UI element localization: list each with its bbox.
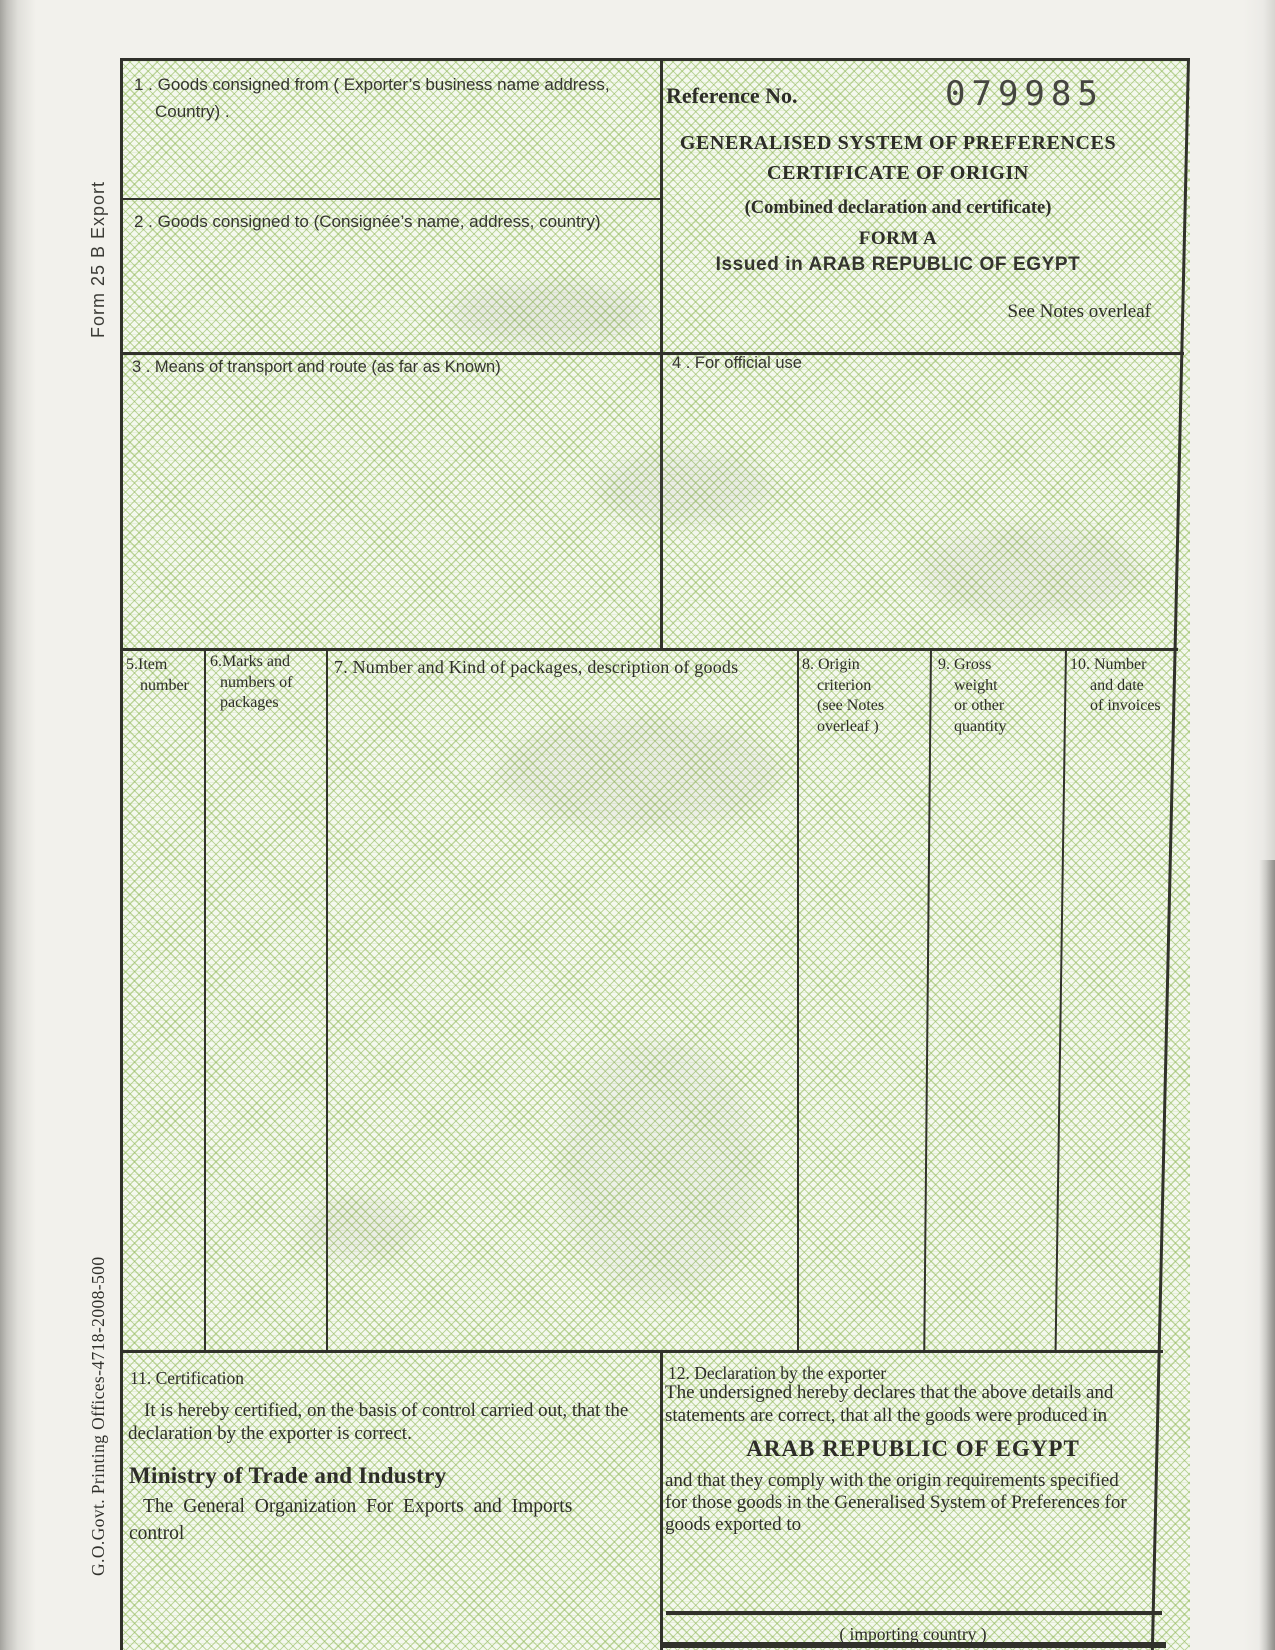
col9-line2: weight — [954, 676, 998, 694]
certificate-form — [120, 58, 1190, 1650]
col5-item-number-header — [126, 655, 189, 696]
scan-smudge — [450, 283, 650, 343]
col5-line2: number — [140, 676, 189, 694]
scan-smudge — [500, 718, 780, 828]
gsp-title-line1: GENERALISED SYSTEM OF PREFERENCES — [679, 132, 1117, 154]
col10-invoices-header — [1070, 655, 1161, 717]
box1-goods-consigned-from-label — [134, 71, 610, 125]
box1-label-line1: 1 . Goods consigned from ( Exporter’s business name address, — [134, 75, 610, 94]
col9-line3: or other — [954, 697, 1005, 714]
box12-body-line1: The undersigned hereby declares that the above details and — [665, 1382, 1114, 1403]
printer-code-vertical-label: G.O.Govt. Printing Offices-4718-2008-500 — [88, 1256, 108, 1576]
col10-line2: and date — [1090, 676, 1144, 694]
importing-country-caption: ( importing country ) — [839, 1624, 987, 1644]
ministry-name: Ministry of Trade and Industry — [129, 1463, 447, 1488]
col9-gross-weight-header — [938, 655, 1006, 737]
gsp-title-line2: CERTIFICATE OF ORIGIN — [767, 162, 1029, 184]
box12-body-line4: for those goods in the Generalised System of Preferences for — [665, 1492, 1127, 1513]
importing-country-fill-line — [666, 1611, 1162, 1615]
col9-line4: quantity — [954, 717, 1007, 735]
divider-box1-box2 — [120, 198, 662, 200]
divider-col9-col10 — [1055, 648, 1067, 1352]
col5-line1: 5.Item — [126, 656, 168, 673]
paper-edge-shadow — [1259, 860, 1275, 1650]
divider-col5-col6 — [204, 648, 206, 1352]
divider-row1-row2 — [120, 352, 1184, 355]
scan-smudge — [600, 453, 770, 523]
box12-body-line3: and that they comply with the origin requirements specified — [665, 1470, 1119, 1491]
scan-smudge — [560, 1038, 760, 1298]
divider-col8-col9 — [923, 648, 932, 1352]
col6-line2: numbers of — [220, 673, 293, 691]
scan-smudge — [300, 1198, 420, 1258]
see-notes-overleaf-label: See Notes overleaf — [1007, 301, 1151, 322]
reference-number: 079985 — [945, 74, 1104, 114]
box12-body-line5: goods exported to — [665, 1514, 802, 1535]
box2-goods-consigned-to-label: 2 . Goods consigned to (Consignée’s name, address, country) — [134, 212, 601, 231]
box3-means-of-transport-label: 3 . Means of transport and route (as far as Known) — [132, 358, 501, 376]
divider-table-bottom — [120, 1350, 1163, 1353]
organization-line2: control — [129, 1523, 185, 1544]
issued-in-label: Issued in ARAB REPUBLIC OF EGYPT — [715, 254, 1081, 275]
box11-body-line2: declaration by the exporter is correct. — [128, 1423, 412, 1444]
col6-marks-numbers-header — [210, 652, 292, 714]
box11-body-line1: It is hereby certified, on the basis of control carried out, that the — [144, 1400, 629, 1421]
box11-certification-label: 11. Certification — [130, 1368, 245, 1388]
reference-no-label: Reference No. — [666, 83, 798, 108]
col10-line1: 10. Number — [1070, 656, 1147, 673]
col10-line3: of invoices — [1090, 697, 1161, 714]
border-top — [120, 58, 1190, 61]
combined-declaration-subtitle: (Combined declaration and certificate) — [744, 198, 1052, 218]
form-a-label: FORM A — [858, 228, 938, 249]
scanner-edge-left — [0, 0, 36, 1650]
form-code-vertical-label: Form 25 B Export — [88, 180, 108, 338]
divider-col7-col8 — [797, 648, 799, 1352]
divider-main-vertical-lower — [660, 1350, 663, 1650]
col8-line2: criterion — [817, 676, 872, 694]
box4-official-use-label: 4 . For official use — [672, 354, 802, 372]
col7-packages-description-header: 7. Number and Kind of packages, description of goods — [334, 657, 739, 677]
box1-label-line2: Country) . — [155, 102, 230, 121]
border-right — [1151, 58, 1190, 1650]
organization-line1: The General Organization For Exports and Imports — [143, 1496, 573, 1517]
scan-smudge — [920, 528, 1140, 618]
col8-line4: overleaf ) — [817, 717, 879, 735]
col8-line3: (see Notes — [817, 697, 885, 714]
col6-line3: packages — [220, 694, 279, 711]
col8-origin-criterion-header — [802, 655, 884, 737]
divider-table-top — [120, 648, 1178, 651]
box12-body-line2: statements are correct, that all the goods were produced in — [665, 1405, 1108, 1426]
col8-line1: 8. Origin — [802, 656, 860, 673]
producing-country-name: ARAB REPUBLIC OF EGYPT — [746, 1436, 1080, 1461]
col6-line1: 6.Marks and — [210, 653, 290, 670]
box12-declaration-label: 12. Declaration by the exporter — [668, 1363, 887, 1383]
col9-line1: 9. Gross — [938, 656, 992, 673]
border-left — [120, 58, 123, 1650]
